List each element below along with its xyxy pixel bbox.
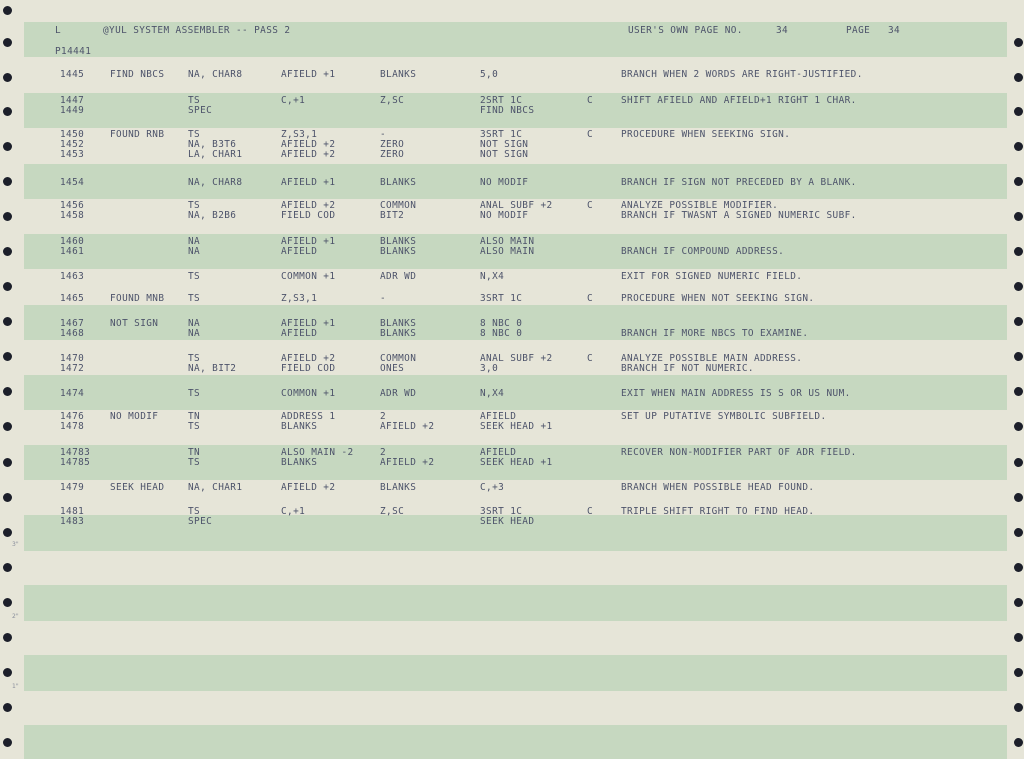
feed-hole (3, 352, 12, 361)
address-field: AFIELD +2 (281, 200, 336, 211)
address-field: AFIELD +2 (281, 139, 336, 150)
sequence-number: 1467 (60, 318, 85, 329)
address-field: FIELD COD (281, 210, 336, 221)
page-label: PAGE (846, 25, 871, 36)
feed-hole (3, 282, 12, 291)
feed-hole (1014, 177, 1023, 186)
remark: ANALYZE POSSIBLE MODIFIER. (621, 200, 779, 211)
opcode: NA, B3T6 (188, 139, 237, 150)
opcode: NA (188, 236, 201, 247)
target-field: AFIELD (480, 447, 517, 458)
feed-hole (1014, 247, 1023, 256)
feed-hole (3, 387, 12, 396)
opcode: TS (188, 388, 201, 399)
feed-hole (3, 738, 12, 747)
sequence-number: 1472 (60, 363, 85, 374)
feed-hole (1014, 107, 1023, 116)
feed-hole (1014, 493, 1023, 502)
sequence-number: 1468 (60, 328, 85, 339)
feed-hole (1014, 598, 1023, 607)
target-field: 3,0 (480, 363, 499, 374)
feed-hole (1014, 317, 1023, 326)
feed-hole (3, 563, 12, 572)
tractor-holes-right (1004, 0, 1024, 759)
location-label: NOT SIGN (110, 318, 159, 329)
address-field: AFIELD +2 (281, 149, 336, 160)
location-label: FOUND RNB (110, 129, 165, 140)
argument-field: AFIELD +2 (380, 421, 435, 432)
sequence-number: 1481 (60, 506, 85, 517)
opcode: TN (188, 447, 201, 458)
feed-hole (3, 668, 12, 677)
argument-field: 2 (380, 411, 387, 422)
listing-code: L (55, 25, 62, 36)
opcode: NA (188, 246, 201, 257)
argument-field: BLANKS (380, 318, 417, 329)
feed-hole (1014, 738, 1023, 747)
argument-field: - (380, 293, 387, 304)
address-field: COMMON +1 (281, 388, 336, 399)
opcode: SPEC (188, 516, 213, 527)
feed-hole (1014, 282, 1023, 291)
location-label: NO MODIF (110, 411, 159, 422)
feed-hole (3, 247, 12, 256)
remark: BRANCH IF TWASNT A SIGNED NUMERIC SUBF. (621, 210, 857, 221)
address-field: AFIELD +1 (281, 318, 336, 329)
target-field: NO MODIF (480, 210, 529, 221)
opcode: TN (188, 411, 201, 422)
opcode: NA, CHAR8 (188, 177, 243, 188)
sequence-number: 14785 (60, 457, 91, 468)
target-field: 8 NBC 0 (480, 318, 523, 329)
user-page-number: 34 (776, 25, 789, 36)
sequence-number: 1452 (60, 139, 85, 150)
remark: BRANCH WHEN 2 WORDS ARE RIGHT-JUSTIFIED. (621, 69, 863, 80)
card-flag: C (587, 95, 594, 106)
location-label: FOUND MNB (110, 293, 165, 304)
target-field: C,+3 (480, 482, 505, 493)
feed-hole (1014, 563, 1023, 572)
remark: PROCEDURE WHEN NOT SEEKING SIGN. (621, 293, 815, 304)
argument-field: BLANKS (380, 69, 417, 80)
feed-hole (1014, 142, 1023, 151)
feed-hole (3, 633, 12, 642)
remark: TRIPLE SHIFT RIGHT TO FIND HEAD. (621, 506, 815, 517)
paper-band (24, 375, 1007, 410)
target-field: N,X4 (480, 271, 505, 282)
location-label: SEEK HEAD (110, 482, 165, 493)
target-field: NO MODIF (480, 177, 529, 188)
remark: BRANCH IF SIGN NOT PRECEDED BY A BLANK. (621, 177, 857, 188)
card-flag: C (587, 200, 594, 211)
feed-hole (3, 422, 12, 431)
feed-hole (1014, 668, 1023, 677)
opcode: SPEC (188, 105, 213, 116)
remark: BRANCH WHEN POSSIBLE HEAD FOUND. (621, 482, 815, 493)
address-field: AFIELD (281, 246, 318, 257)
address-field: BLANKS (281, 457, 318, 468)
user-page-label: USER'S OWN PAGE NO. (628, 25, 743, 36)
argument-field: ONES (380, 363, 405, 374)
page-number: 34 (888, 25, 901, 36)
argument-field: BLANKS (380, 246, 417, 257)
feed-hole (3, 493, 12, 502)
opcode: TS (188, 506, 201, 517)
address-field: AFIELD +1 (281, 177, 336, 188)
opcode: TS (188, 271, 201, 282)
remark: BRANCH IF MORE NBCS TO EXAMINE. (621, 328, 809, 339)
opcode: NA (188, 318, 201, 329)
feed-hole (3, 177, 12, 186)
argument-field: COMMON (380, 200, 417, 211)
feed-hole (3, 107, 12, 116)
sequence-number: 1454 (60, 177, 85, 188)
card-flag: C (587, 293, 594, 304)
target-field: SEEK HEAD +1 (480, 457, 553, 468)
target-field: SEEK HEAD (480, 516, 535, 527)
sequence-number: 1460 (60, 236, 85, 247)
sequence-number: 1449 (60, 105, 85, 116)
opcode: NA, B2B6 (188, 210, 237, 221)
argument-field: BLANKS (380, 328, 417, 339)
argument-field: BLANKS (380, 236, 417, 247)
argument-field: COMMON (380, 353, 417, 364)
feed-hole (1014, 38, 1023, 47)
argument-field: BLANKS (380, 482, 417, 493)
card-flag: C (587, 506, 594, 517)
location-label: FIND NBCS (110, 69, 165, 80)
card-flag: C (587, 353, 594, 364)
argument-field: 2 (380, 447, 387, 458)
sequence-number: 14783 (60, 447, 91, 458)
target-field: AFIELD (480, 411, 517, 422)
target-field: ANAL SUBF +2 (480, 200, 553, 211)
argument-field: ZERO (380, 139, 405, 150)
feed-hole (3, 703, 12, 712)
sequence-number: 1453 (60, 149, 85, 160)
feed-hole (3, 38, 12, 47)
paper-band (24, 725, 1007, 759)
opcode: TS (188, 293, 201, 304)
opcode: NA, BIT2 (188, 363, 237, 374)
remark: EXIT WHEN MAIN ADDRESS IS S OR US NUM. (621, 388, 851, 399)
target-field: 3SRT 1C (480, 129, 523, 140)
argument-field: BLANKS (380, 177, 417, 188)
feed-hole (1014, 212, 1023, 221)
argument-field: - (380, 129, 387, 140)
target-field: NOT SIGN (480, 149, 529, 160)
feed-hole (3, 528, 12, 537)
remark: RECOVER NON-MODIFIER PART OF ADR FIELD. (621, 447, 857, 458)
argument-field: ADR WD (380, 388, 417, 399)
feed-hole (3, 142, 12, 151)
sequence-number: 1458 (60, 210, 85, 221)
sequence-number: 1474 (60, 388, 85, 399)
address-field: Z,S3,1 (281, 129, 318, 140)
target-field: 5,0 (480, 69, 499, 80)
target-field: ANAL SUBF +2 (480, 353, 553, 364)
tractor-holes-left (0, 0, 20, 759)
argument-field: ZERO (380, 149, 405, 160)
remark: BRANCH IF NOT NUMERIC. (621, 363, 754, 374)
sequence-number: 1476 (60, 411, 85, 422)
feed-hole (3, 458, 12, 467)
program-id: P14441 (55, 46, 92, 57)
argument-field: Z,SC (380, 95, 405, 106)
opcode: TS (188, 457, 201, 468)
address-field: BLANKS (281, 421, 318, 432)
opcode: TS (188, 95, 201, 106)
target-field: 8 NBC 0 (480, 328, 523, 339)
remark: SHIFT AFIELD AND AFIELD+1 RIGHT 1 CHAR. (621, 95, 857, 106)
address-field: AFIELD +2 (281, 353, 336, 364)
card-flag: C (587, 129, 594, 140)
paper-band (24, 655, 1007, 691)
target-field: 3SRT 1C (480, 293, 523, 304)
argument-field: ADR WD (380, 271, 417, 282)
address-field: ALSO MAIN -2 (281, 447, 354, 458)
paper-band (24, 585, 1007, 621)
feed-hole (1014, 528, 1023, 537)
address-field: COMMON +1 (281, 271, 336, 282)
target-field: 3SRT 1C (480, 506, 523, 517)
address-field: C,+1 (281, 506, 306, 517)
feed-hole (1014, 73, 1023, 82)
target-field: ALSO MAIN (480, 236, 535, 247)
argument-field: Z,SC (380, 506, 405, 517)
opcode: NA, CHAR1 (188, 482, 243, 493)
argument-field: BIT2 (380, 210, 405, 221)
margin-mark: 2" (12, 613, 19, 620)
argument-field: AFIELD +2 (380, 457, 435, 468)
sequence-number: 1479 (60, 482, 85, 493)
remark: BRANCH IF COMPOUND ADDRESS. (621, 246, 785, 257)
feed-hole (1014, 387, 1023, 396)
margin-mark: 3" (12, 541, 19, 548)
opcode: LA, CHAR1 (188, 149, 243, 160)
feed-hole (1014, 703, 1023, 712)
remark: ANALYZE POSSIBLE MAIN ADDRESS. (621, 353, 803, 364)
address-field: AFIELD +2 (281, 482, 336, 493)
opcode: TS (188, 421, 201, 432)
address-field: AFIELD (281, 328, 318, 339)
feed-hole (3, 598, 12, 607)
address-field: AFIELD +1 (281, 69, 336, 80)
sequence-number: 1450 (60, 129, 85, 140)
target-field: SEEK HEAD +1 (480, 421, 553, 432)
feed-hole (1014, 633, 1023, 642)
sequence-number: 1470 (60, 353, 85, 364)
sequence-number: 1465 (60, 293, 85, 304)
opcode: TS (188, 200, 201, 211)
sequence-number: 1483 (60, 516, 85, 527)
feed-hole (1014, 352, 1023, 361)
feed-hole (3, 73, 12, 82)
target-field: N,X4 (480, 388, 505, 399)
target-field: FIND NBCS (480, 105, 535, 116)
remark: EXIT FOR SIGNED NUMERIC FIELD. (621, 271, 803, 282)
opcode: TS (188, 353, 201, 364)
address-field: C,+1 (281, 95, 306, 106)
sequence-number: 1461 (60, 246, 85, 257)
target-field: NOT SIGN (480, 139, 529, 150)
remark: SET UP PUTATIVE SYMBOLIC SUBFIELD. (621, 411, 827, 422)
sequence-number: 1456 (60, 200, 85, 211)
feed-hole (1014, 458, 1023, 467)
opcode: NA (188, 328, 201, 339)
sequence-number: 1463 (60, 271, 85, 282)
sequence-number: 1445 (60, 69, 85, 80)
sequence-number: 1478 (60, 421, 85, 432)
address-field: FIELD COD (281, 363, 336, 374)
sequence-number: 1447 (60, 95, 85, 106)
remark: PROCEDURE WHEN SEEKING SIGN. (621, 129, 791, 140)
opcode: TS (188, 129, 201, 140)
address-field: AFIELD +1 (281, 236, 336, 247)
feed-hole (3, 317, 12, 326)
address-field: Z,S3,1 (281, 293, 318, 304)
listing-title: @YUL SYSTEM ASSEMBLER -- PASS 2 (103, 25, 291, 36)
feed-hole (1014, 422, 1023, 431)
opcode: NA, CHAR8 (188, 69, 243, 80)
target-field: 2SRT 1C (480, 95, 523, 106)
feed-hole (3, 212, 12, 221)
target-field: ALSO MAIN (480, 246, 535, 257)
address-field: ADDRESS 1 (281, 411, 336, 422)
feed-hole (3, 6, 12, 15)
margin-mark: 1" (12, 683, 19, 690)
